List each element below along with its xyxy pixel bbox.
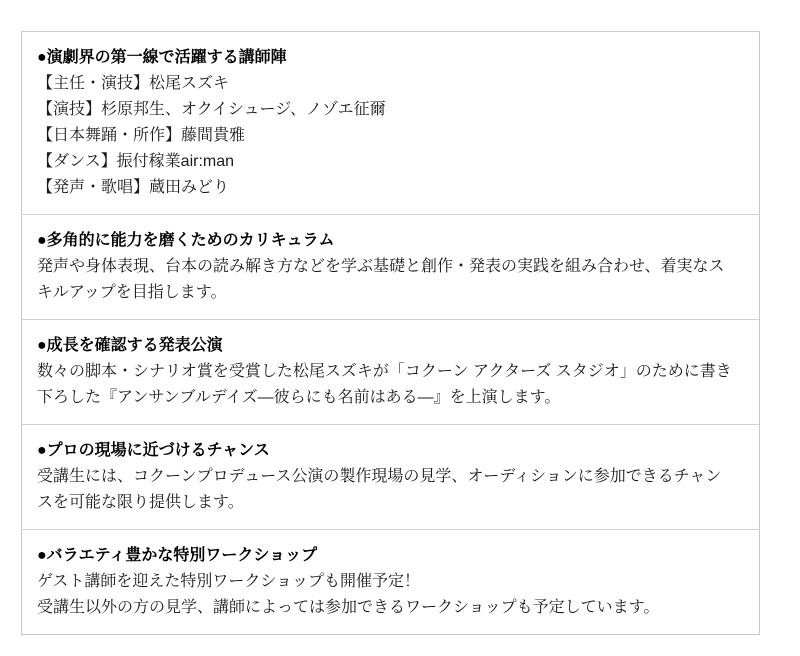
section-lecturers bbox=[22, 32, 759, 214]
text-line: 【発声・歌唱】蔵田みどり bbox=[37, 179, 230, 196]
section-heading: ●バラエティ豊かな特別ワークショップ bbox=[37, 547, 318, 564]
text-line: 数々の脚本・シナリオ賞を受賞した松尾スズキが「コクーン アクターズ スタジオ」のために書き bbox=[37, 363, 732, 380]
text-line: スを可能な限り提供します。 bbox=[37, 494, 244, 511]
text-line: 受講生以外の方の見学、講師によっては参加できるワークショップも予定しています。 bbox=[37, 599, 660, 616]
text-line: 【主任・演技】松尾スズキ bbox=[37, 75, 230, 92]
section-curriculum bbox=[22, 214, 759, 319]
section-pro-chance bbox=[22, 424, 759, 529]
section-workshop bbox=[22, 529, 759, 634]
section-heading: ●演劇界の第一線で活躍する講師陣 bbox=[37, 49, 287, 66]
text-line: 受講生には、コクーンプロデュース公演の製作現場の見学、オーディションに参加できるチャン bbox=[37, 468, 722, 485]
section-heading: ●プロの現場に近づけるチャンス bbox=[37, 442, 270, 459]
text-line: 【ダンス】振付稼業air:man bbox=[37, 153, 235, 170]
text-line: ゲスト講師を迎えた特別ワークショップも開催予定！ bbox=[37, 573, 421, 590]
text-line: 【演技】杉原邦生、オクイシュージ、ノゾエ征爾 bbox=[37, 101, 386, 118]
info-panel bbox=[21, 31, 760, 635]
section-heading: ●多角的に能力を磨くためのカリキュラム bbox=[37, 232, 335, 249]
section-performance bbox=[22, 319, 759, 424]
text-line: 下ろした『アンサンブルデイズ—彼らにも名前はある—』を上演します。 bbox=[37, 389, 561, 406]
text-line: キルアップを目指します。 bbox=[37, 284, 227, 301]
text-line: 発声や身体表現、台本の読み解き方などを学ぶ基礎と創作・発表の実践を組み合わせ、着実なス bbox=[37, 258, 725, 275]
text-line: 【日本舞踊・所作】藤間貴雅 bbox=[37, 127, 246, 144]
section-heading: ●成長を確認する発表公演 bbox=[37, 337, 223, 354]
